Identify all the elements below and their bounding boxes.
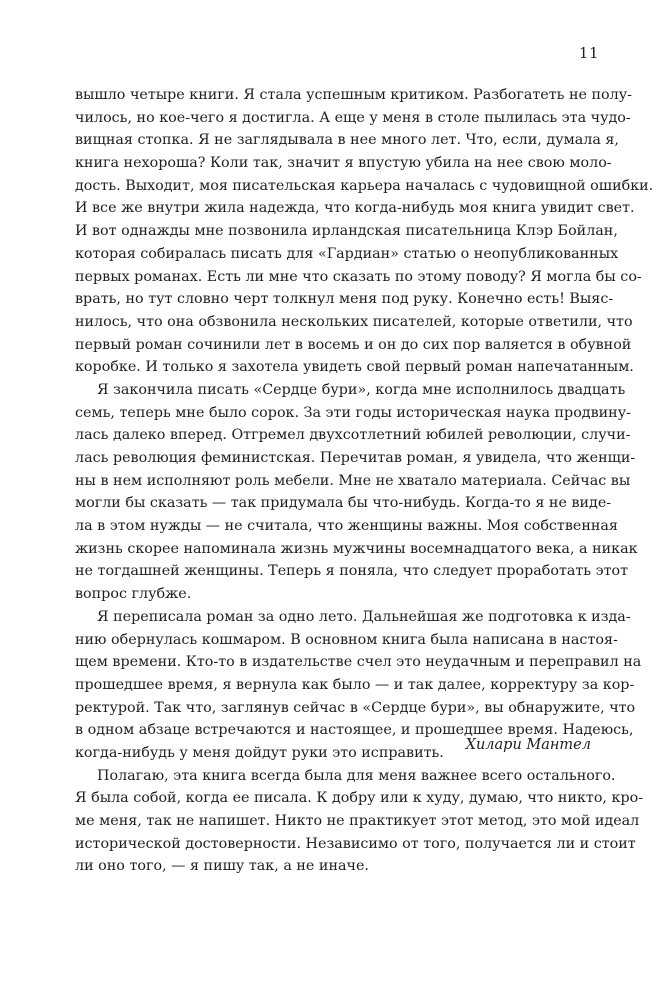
text-line: когда-нибудь у меня дойдут руки это исправить. [75, 744, 444, 761]
text-line: лась далеко вперед. Отгремел двухсотлетний юбилей революции, случи- [75, 427, 631, 444]
paragraph [75, 84, 654, 379]
text-line: прошедшее время, я вернула как было — и так далее, корректуру за кор- [75, 676, 635, 693]
text-line: ме меня, так не напишет. Никто не практикует этот метод, это мой идеал [75, 813, 640, 829]
text-line: щем времени. Кто-то в издательстве счел это неудачным и переправил на [75, 654, 642, 671]
text-line: в одном абзаце встречаются и настоящее, и прошедшее время. Надеюсь, [75, 722, 634, 739]
text-line: ны в нем исполняют роль мебели. Мне не хватало материала. Сейчас вы [75, 472, 631, 489]
text-line: дость. Выходит, моя писательская карьера началась с чудовищной ошибки. [75, 177, 654, 194]
text-line: не тогдашней женщины. Теперь я поняла, что следует проработать этот [75, 563, 629, 580]
text-line: вищная стопка. Я не заглядывала в нее много лет. Что, если, думала я, [75, 132, 619, 149]
text-line: вышло четыре книги. Я стала успешным критиком. Разбогатеть не полу- [75, 87, 632, 103]
text-line: нию обернулась кошмаром. В основном книга была написана в настоя- [75, 631, 618, 648]
text-line: И все же внутри жила надежда, что когда-нибудь моя книга увидит свет. [75, 200, 635, 217]
text-line: врать, но тут словно черт толкнул меня под руку. Конечно есть! Выяс- [75, 291, 614, 308]
text-line: исторической достоверности. Независимо от того, получается ли и стоит [75, 835, 636, 852]
text-line: лась революция феминистская. Перечитав роман, я увидела, что женщи- [75, 450, 636, 466]
text-line: чилось, но кое-чего я достигла. А еще у меня в столе пылилась эта чудо- [75, 109, 631, 126]
text-line: коробке. И только я захотела увидеть свой первый роман напечатанным. [75, 359, 634, 376]
text-line: жизнь скорее напоминала жизнь мужчины восемнадцатого века, а никак [75, 540, 638, 557]
text-line: Я закончила писать «Сердце бури», когда мне исполнилось двадцать [97, 381, 626, 398]
text-line: Полагаю, эта книга всегда была для меня важнее всего остального. [97, 767, 616, 784]
paragraph [75, 765, 644, 878]
page-number: 11 [578, 44, 599, 62]
text-line: могли бы сказать — так придумала бы что-нибудь. Когда-то я не виде- [75, 495, 612, 512]
text-line: вопрос глубже. [75, 586, 192, 603]
author-signature: Хилари Мантел [465, 737, 591, 753]
text-line: первый роман сочинили лет в восемь и он до сих пор валяется в обувной [75, 336, 632, 353]
paragraph [75, 379, 638, 606]
text-line: ли оно того, — я пишу так, а не иначе. [75, 858, 369, 875]
body-text [75, 84, 654, 878]
text-line: семь, теперь мне было сорок. За эти годы историческая наука продвину- [75, 404, 631, 421]
text-line: которая собиралась писать для «Гардиан» статью о неопубликованных [75, 245, 619, 262]
text-line: ла в этом нужды — не считала, что женщины важны. Моя собственная [75, 518, 618, 535]
text-line: первых романах. Есть ли мне что сказать по этому поводу? Я могла бы со- [75, 268, 642, 285]
text-line: И вот однажды мне позвонила ирландская писательница Клэр Бойлан, [75, 223, 618, 240]
text-line: Я была собой, когда ее писала. К добру или к худу, думаю, что никто, кро- [75, 790, 644, 807]
text-line: ректурой. Так что, заглянув сейчас в «Сердце бури», вы обнаружите, что [75, 699, 636, 716]
text-line: Я переписала роман за одно лето. Дальнейшая же подготовка к изда- [97, 608, 631, 625]
text-line: книга нехороша? Коли так, значит я впустую убила на нее свою моло- [75, 155, 612, 172]
text-line: нилось, что она обзвонила нескольких писателей, которые ответили, что [75, 313, 633, 330]
